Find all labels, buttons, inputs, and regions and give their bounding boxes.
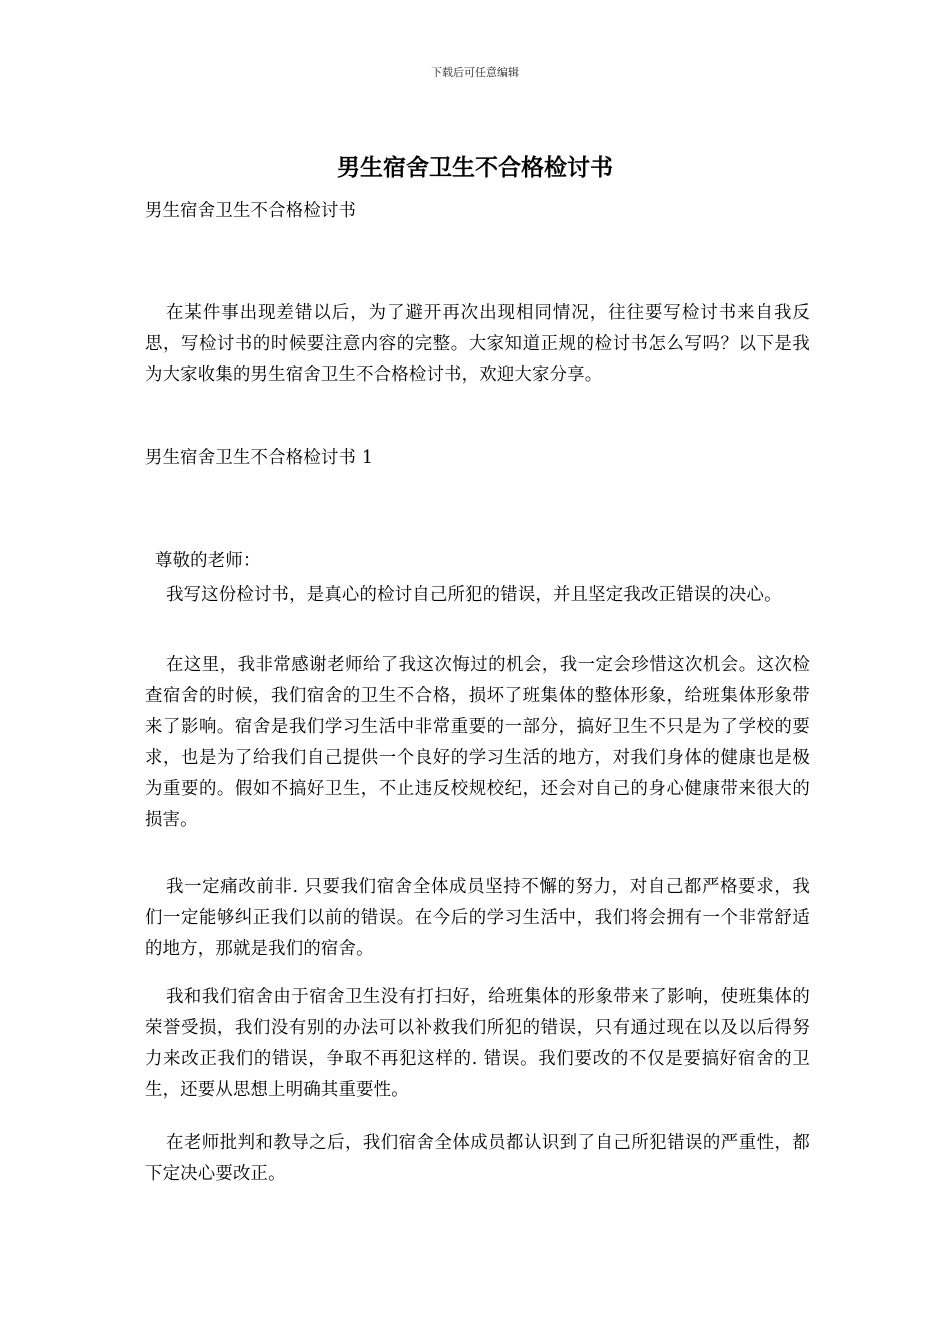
document-subtitle: 男生宿舍卫生不合格检讨书 [145, 201, 357, 221]
intro-paragraph: 在某件事出现差错以后，为了避开再次出现相同情况，往往要写检讨书来自我反思，写检讨书的时候要注意内容的完整。大家知道正规的检讨书怎么写吗？以下是我为大家收集的男生宿舍卫生不合格检讨书，欢迎大家分享。 [145, 303, 810, 385]
body-paragraph-4: 我和我们宿舍由于宿舍卫生没有打扫好，给班集体的形象带来了影响，使班集体的荣誉受损，我们没有别的办法可以补救我们所犯的错误，只有通过现在以及以后得努力来改正我们的错误，争取不再犯这样的. 错误。我们要改的不仅是要搞好宿舍的卫生，还要从思想上明确其重要性。 [145, 987, 810, 1100]
body-paragraph-2: 在这里，我非常感谢老师给了我这次悔过的机会，我一定会珍惜这次机会。这次检查宿舍的时候，我们宿舍的卫生不合格，损坏了班集体的整体形象，给班集体形象带来了影响。宿舍是我们学习生活中非常重要的一部分，搞好卫生不只是为了学校的要求，也是为了给我们自己提供一个良好的学习生活的地方，对我们身体的健康也是极为重要的。假如不搞好卫生，不止违反校规校纪，还会对自己的身心健康带来很大的损害。 [145, 655, 810, 830]
body-paragraph-5: 在老师批判和教导之后，我们宿舍全体成员都认识到了自己所犯错误的严重性，都下定决心要改正。 [145, 1133, 810, 1184]
document-title: 男生宿舍卫生不合格检讨书 [337, 154, 613, 181]
body-paragraph-3: 我一定痛改前非. 只要我们宿舍全体成员坚持不懈的努力，对自己都严格要求，我们一定能够纠正我们以前的错误。在今后的学习生活中，我们将会拥有一个非常舒适的地方，那就是我们的宿舍。 [145, 877, 810, 959]
header-note: 下载后可任意编辑 [431, 66, 519, 79]
section-heading: 男生宿舍卫生不合格检讨书 1 [145, 448, 374, 468]
body-paragraph-1: 我写这份检讨书，是真心的检讨自己所犯的错误，并且坚定我改正错误的决心。 [166, 585, 782, 605]
salutation: 尊敬的老师： [155, 551, 261, 571]
